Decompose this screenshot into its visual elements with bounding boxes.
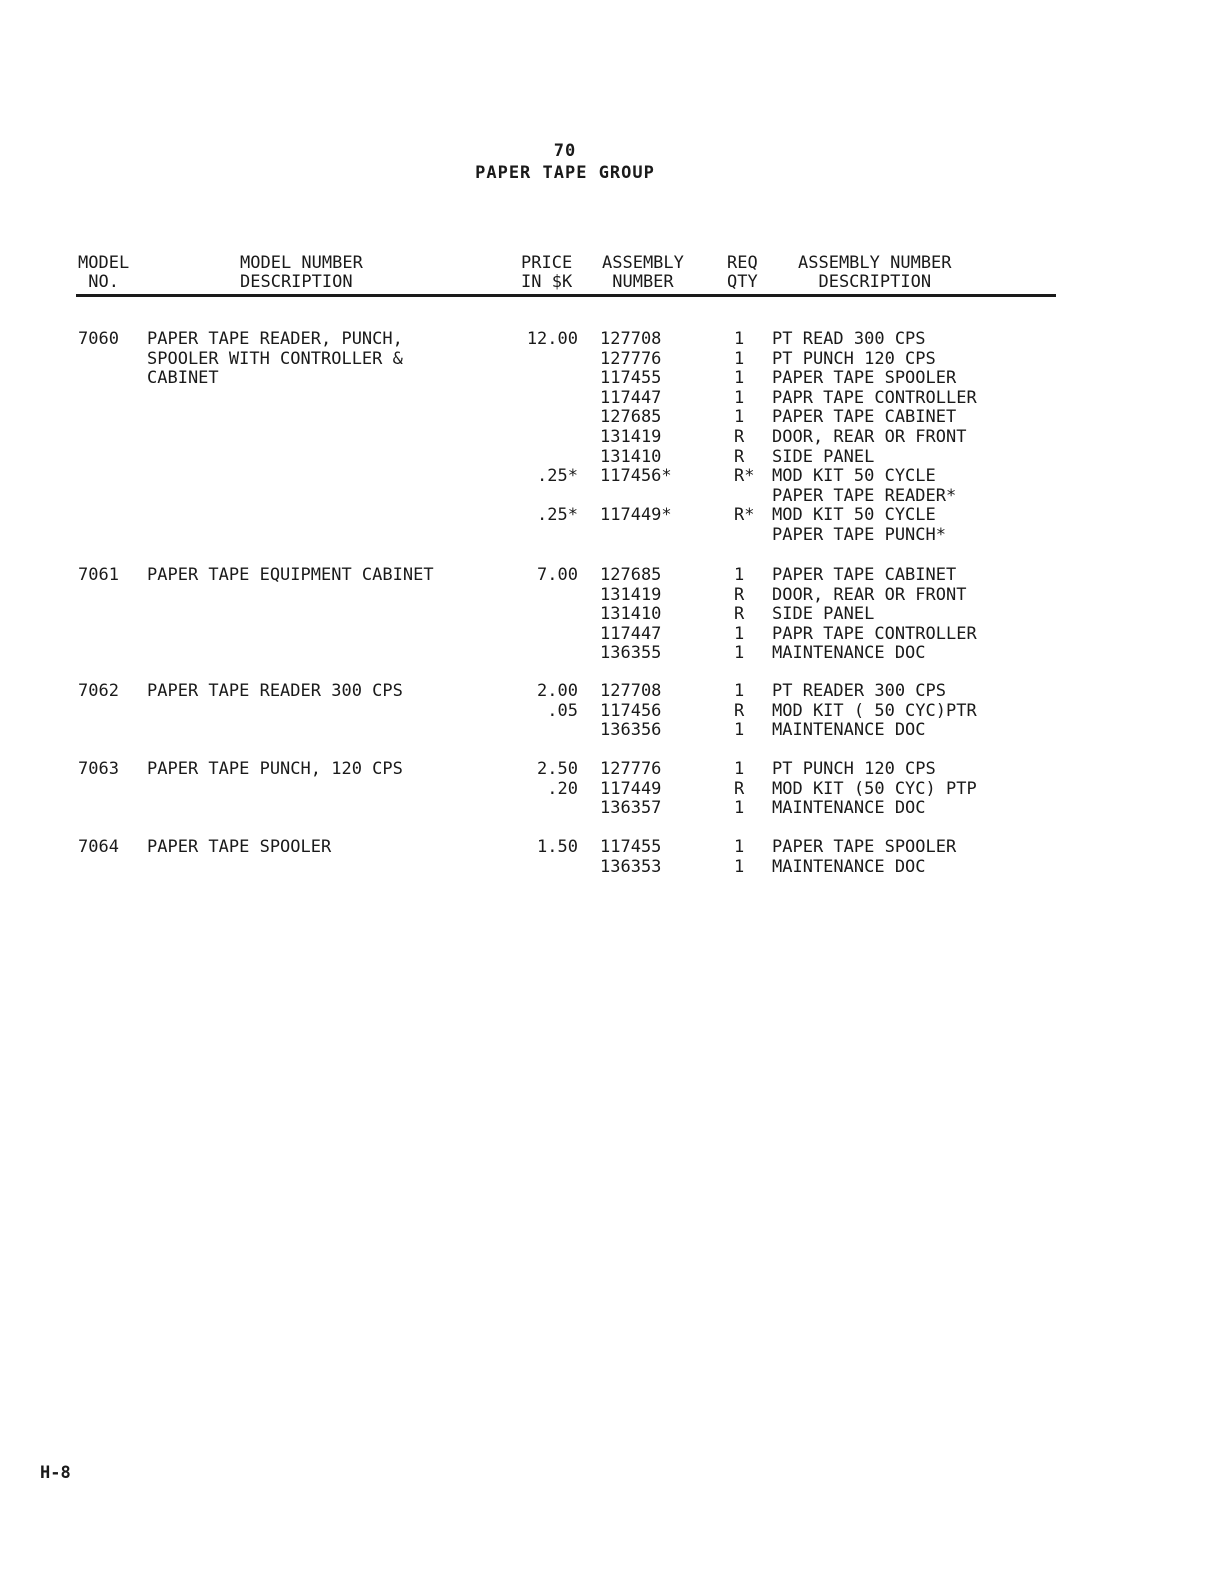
- price-cell: [470, 428, 578, 448]
- price-cell: [470, 605, 578, 625]
- header-assembly-description: ASSEMBLY NUMBER DESCRIPTION: [798, 253, 952, 292]
- price-cell: [470, 526, 578, 546]
- model-description-line: PAPER TAPE EQUIPMENT CABINET: [147, 565, 434, 585]
- price-cell: [470, 350, 578, 370]
- price-column: [470, 760, 578, 819]
- req-qty-cell: [734, 487, 754, 507]
- price-column: [470, 682, 578, 741]
- model-description: [147, 760, 403, 780]
- table-header: [0, 254, 1224, 294]
- header-price: PRICE IN $K: [521, 253, 573, 292]
- assembly-description-cell: PAPER TAPE PUNCH*: [772, 524, 946, 545]
- req-qty-cell: R: [734, 584, 745, 605]
- assembly-description-cell: SIDE PANEL: [772, 604, 875, 625]
- header-model-description: MODEL NUMBER DESCRIPTION: [240, 253, 363, 292]
- price-cell: [470, 369, 578, 389]
- req-qty-cell: R*: [734, 466, 755, 487]
- assembly-description-cell: MOD KIT 50 CYCLE: [772, 466, 936, 487]
- page-footer: H-8: [40, 1463, 71, 1483]
- assembly-number-cell: 117447: [600, 623, 662, 644]
- model-description: [147, 566, 434, 586]
- model-description: [147, 682, 403, 702]
- header-rule: [76, 294, 1056, 297]
- model-number: 7063: [78, 759, 119, 779]
- header-req-qty: REQ QTY: [727, 253, 758, 292]
- model-number: 7062: [78, 681, 119, 701]
- assembly-description-cell: PAPER TAPE SPOOLER: [772, 837, 957, 857]
- price-cell: [470, 644, 578, 664]
- price-column: [470, 566, 578, 664]
- req-qty-cell: R: [734, 426, 745, 447]
- req-qty-cell: 1: [734, 368, 745, 389]
- assembly-number-cell: 127685: [600, 565, 662, 585]
- assembly-description-cell: PAPER TAPE CABINET: [772, 565, 957, 585]
- header-model-no: MODEL NO.: [78, 253, 130, 292]
- price-cell: .25*: [537, 466, 578, 487]
- assembly-description-cell: PAPER TAPE SPOOLER: [772, 368, 957, 389]
- price-cell: [470, 721, 578, 741]
- price-cell: 12.00: [526, 329, 578, 349]
- assembly-number-cell: 131419: [600, 426, 662, 447]
- req-qty-cell: [734, 526, 754, 546]
- model-number: 7064: [78, 837, 119, 857]
- header-assembly-number: ASSEMBLY NUMBER: [602, 253, 684, 292]
- assembly-number-column: [600, 330, 672, 546]
- assembly-number-cell: [600, 487, 672, 507]
- assembly-description-cell: PAPER TAPE CABINET: [772, 407, 957, 428]
- req-qty-cell: R: [734, 604, 745, 625]
- model-description-line: PAPER TAPE PUNCH, 120 CPS: [147, 759, 403, 779]
- model-description-line: PAPER TAPE SPOOLER: [147, 837, 332, 857]
- req-qty-cell: 1: [734, 623, 745, 644]
- page-number: 70: [553, 141, 577, 161]
- assembly-description-column: [772, 682, 977, 741]
- price-cell: 2.00: [537, 681, 578, 701]
- model-description-line: SPOOLER WITH CONTROLLER &: [147, 348, 403, 369]
- assembly-description-cell: MAINTENANCE DOC: [772, 856, 926, 877]
- req-qty-cell: 1: [734, 387, 745, 408]
- req-qty-cell: R*: [734, 505, 755, 526]
- req-qty-cell: R: [734, 778, 745, 799]
- price-cell: 2.50: [537, 759, 578, 779]
- assembly-description-cell: PAPER TAPE READER*: [772, 485, 957, 506]
- assembly-number-cell: 131419: [600, 584, 662, 605]
- price-cell: .05: [547, 700, 578, 721]
- assembly-description-cell: MOD KIT ( 50 CYC)PTR: [772, 700, 977, 721]
- req-qty-cell: 1: [734, 348, 745, 369]
- req-qty-column: [734, 682, 744, 741]
- assembly-description-cell: MOD KIT 50 CYCLE: [772, 505, 936, 526]
- assembly-description-cell: MAINTENANCE DOC: [772, 798, 926, 819]
- req-qty-cell: R: [734, 446, 745, 467]
- assembly-number-cell: 136355: [600, 643, 662, 664]
- req-qty-cell: 1: [734, 565, 745, 585]
- assembly-description-cell: PAPR TAPE CONTROLLER: [772, 387, 977, 408]
- assembly-number-cell: 127708: [600, 329, 662, 349]
- assembly-number-cell: 127776: [600, 348, 662, 369]
- assembly-description-column: [772, 330, 977, 546]
- price-cell: 1.50: [537, 837, 578, 857]
- model-number: 7060: [78, 329, 119, 349]
- assembly-description-cell: PT READ 300 CPS: [772, 329, 926, 349]
- req-qty-cell: 1: [734, 720, 745, 741]
- price-cell: [470, 389, 578, 409]
- req-qty-cell: 1: [734, 837, 745, 857]
- assembly-number-column: [600, 682, 661, 741]
- assembly-description-cell: PT PUNCH 120 CPS: [772, 759, 936, 779]
- price-cell: [470, 799, 578, 819]
- price-cell: [470, 448, 578, 468]
- price-column: [470, 838, 578, 877]
- assembly-description-column: [772, 566, 977, 664]
- req-qty-cell: R: [734, 700, 745, 721]
- assembly-description-cell: DOOR, REAR OR FRONT: [772, 584, 967, 605]
- assembly-description-cell: SIDE PANEL: [772, 446, 875, 467]
- assembly-description-cell: PAPR TAPE CONTROLLER: [772, 623, 977, 644]
- assembly-number-cell: 127685: [600, 407, 662, 428]
- req-qty-column: [734, 330, 754, 546]
- assembly-number-cell: 117449*: [600, 505, 672, 526]
- price-cell: .25*: [537, 505, 578, 526]
- req-qty-cell: 1: [734, 856, 745, 877]
- price-column: [470, 330, 578, 546]
- assembly-number-column: [600, 566, 661, 664]
- assembly-number-cell: 131410: [600, 604, 662, 625]
- model-description-line: CABINET: [147, 368, 219, 389]
- price-cell: [470, 858, 578, 878]
- req-qty-cell: 1: [734, 329, 745, 349]
- req-qty-cell: 1: [734, 798, 745, 819]
- assembly-description-column: [772, 838, 956, 877]
- assembly-number-column: [600, 760, 661, 819]
- req-qty-column: [734, 566, 744, 664]
- model-description: [147, 838, 331, 858]
- req-qty-column: [734, 760, 744, 819]
- price-cell: 7.00: [537, 565, 578, 585]
- assembly-number-cell: 117447: [600, 387, 662, 408]
- model-description: [147, 330, 403, 389]
- model-number: 7061: [78, 565, 119, 585]
- price-cell: [470, 408, 578, 428]
- assembly-number-cell: 136357: [600, 798, 662, 819]
- assembly-description-cell: MOD KIT (50 CYC) PTP: [772, 778, 977, 799]
- assembly-number-cell: 117456*: [600, 466, 672, 487]
- page-title: PAPER TAPE GROUP: [475, 163, 655, 183]
- price-cell: [470, 625, 578, 645]
- assembly-number-cell: 136356: [600, 720, 662, 741]
- assembly-number-cell: 127776: [600, 759, 662, 779]
- req-qty-cell: 1: [734, 643, 745, 664]
- req-qty-column: [734, 838, 744, 877]
- req-qty-cell: 1: [734, 407, 745, 428]
- assembly-number-cell: 131410: [600, 446, 662, 467]
- assembly-description-cell: PT PUNCH 120 CPS: [772, 348, 936, 369]
- assembly-number-column: [600, 838, 661, 877]
- assembly-description-cell: PT READER 300 CPS: [772, 681, 946, 701]
- assembly-number-cell: 127708: [600, 681, 662, 701]
- req-qty-cell: 1: [734, 681, 745, 701]
- assembly-number-cell: 117456: [600, 700, 662, 721]
- price-cell: .20: [547, 778, 578, 799]
- assembly-number-cell: 117449: [600, 778, 662, 799]
- req-qty-cell: 1: [734, 759, 745, 779]
- model-description-line: PAPER TAPE READER, PUNCH,: [147, 329, 403, 349]
- model-description-line: PAPER TAPE READER 300 CPS: [147, 681, 403, 701]
- assembly-description-cell: DOOR, REAR OR FRONT: [772, 426, 967, 447]
- price-cell: [470, 487, 578, 507]
- assembly-description-cell: MAINTENANCE DOC: [772, 720, 926, 741]
- assembly-number-cell: 117455: [600, 368, 662, 389]
- assembly-number-cell: 136353: [600, 856, 662, 877]
- assembly-number-cell: 117455: [600, 837, 662, 857]
- assembly-description-cell: MAINTENANCE DOC: [772, 643, 926, 664]
- price-cell: [470, 586, 578, 606]
- assembly-number-cell: [600, 526, 672, 546]
- assembly-description-column: [772, 760, 977, 819]
